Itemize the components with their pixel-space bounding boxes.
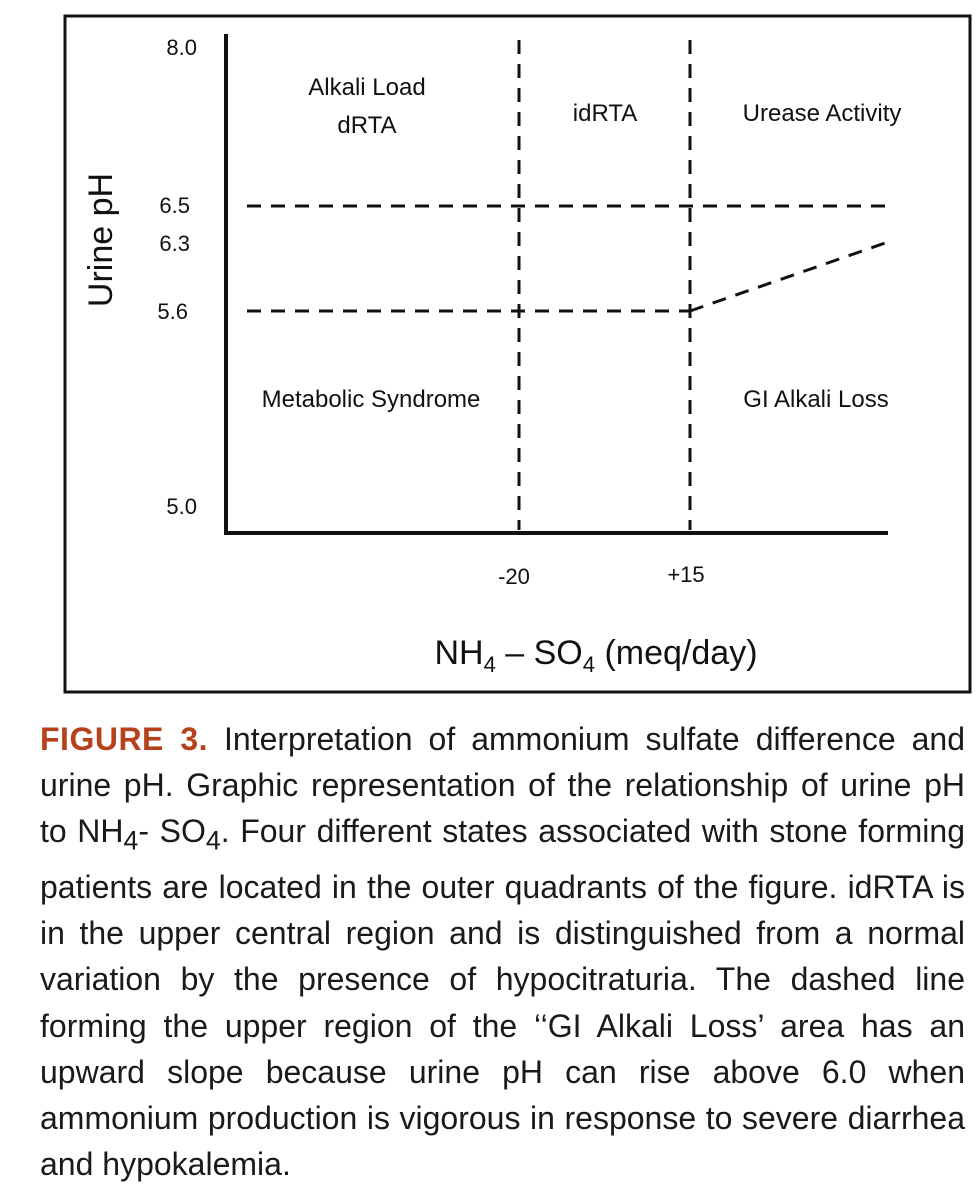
region-label-gi-loss: GI Alkali Loss xyxy=(743,386,889,413)
y-tick-label: 5.0 xyxy=(166,494,197,519)
caption-text: . Four different states associated with stone forming patients are located in the outer quadrants of the figure. idRTA is in the upper central region and is distinguished from a normal variation by the presence of hypocitraturia. The dashed line forming the upper region of the ‘‘GI Alkali Loss’ area has an upward slope because urine pH can rise above 6.0 when ammonium production is vigorous in response to severe diarrhea and hypokalemia. xyxy=(40,813,966,1183)
y-tick-label: 5.6 xyxy=(157,299,188,324)
region-label-metabolic: Metabolic Syndrome xyxy=(261,386,481,413)
region-label-alkali-load: Alkali Load xyxy=(308,74,426,101)
x-tick-label: +15 xyxy=(667,562,705,587)
region-label-idrta: idRTA xyxy=(572,100,638,127)
region-label-drta: dRTA xyxy=(337,112,397,139)
y-axis-title: Urine pH xyxy=(82,172,120,308)
y-tick-label: 8.0 xyxy=(166,35,197,60)
caption-subscript: 4 xyxy=(205,825,221,856)
y-tick-label: 6.3 xyxy=(159,231,190,256)
region-label-urease: Urease Activity xyxy=(742,100,902,127)
y-tick-label: 6.5 xyxy=(159,193,190,218)
x-axis-title: $NH_4 - SO_4$ (meq/day) xyxy=(434,634,758,677)
figure-caption-label: FIGURE 3. xyxy=(40,721,209,757)
caption-subscript: 4 xyxy=(123,825,139,856)
caption-text: - SO xyxy=(138,813,206,850)
figure-caption xyxy=(40,716,965,1187)
boundary-sloped xyxy=(690,242,888,311)
caption-text: Interpretation of ammonium sulfate difference and urine pH. Graphic representation of the relationship of urine pH to NH xyxy=(40,721,965,850)
x-tick-label: -20 xyxy=(498,564,530,589)
